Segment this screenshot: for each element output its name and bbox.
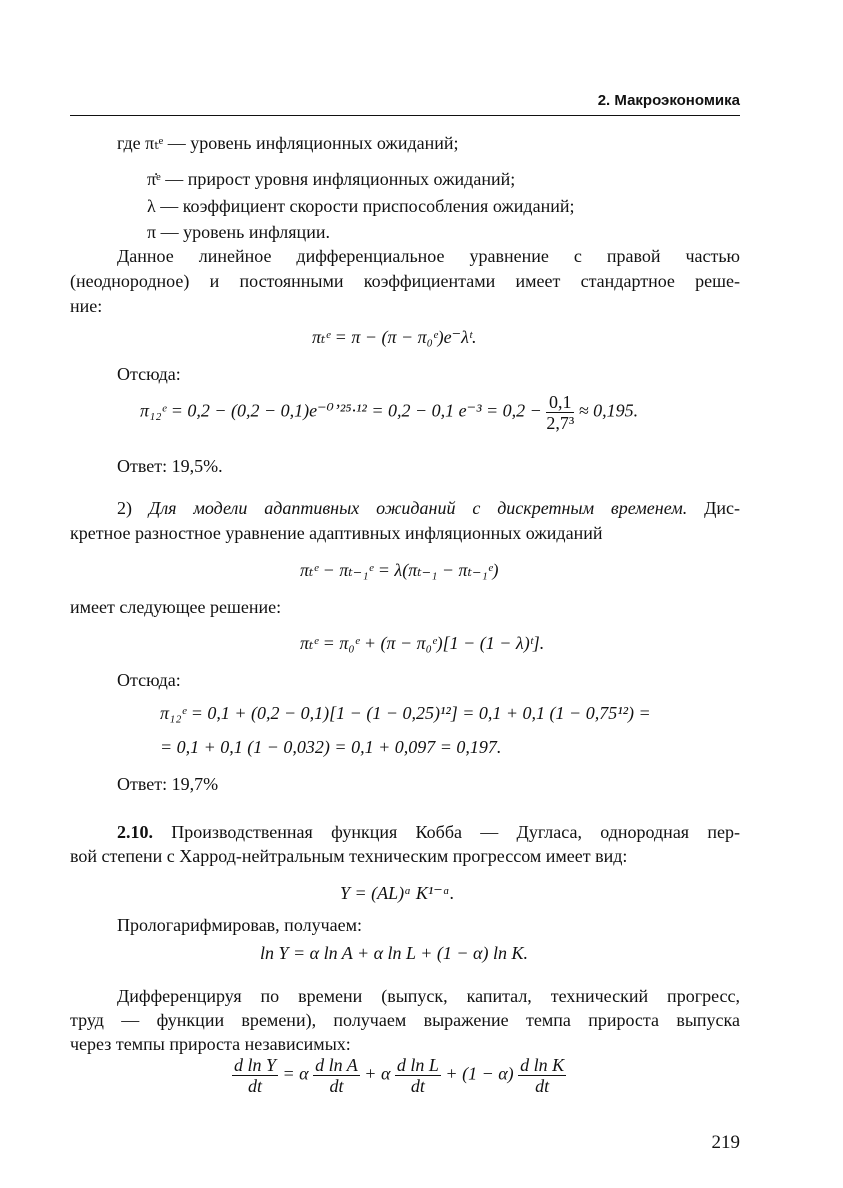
text-fragment: Дис- [704,498,741,518]
fraction [313,1055,360,1096]
formula-discrete-result-line1: π₁₂ᵉ = 0,1 + (0,2 − 0,1)[1 − (1 − 0,25)¹²] = 0,1 + 0,1 (1 − 0,75¹²) = [160,703,651,723]
otsyuda-label: Отсюда: [117,670,181,690]
answer-1: Ответ: 19,5%. [117,456,223,476]
paragraph-line: вой степени с Харрод-нейтральным техническим прогрессом имеет вид: [70,846,628,866]
paragraph-line [117,497,740,519]
emphasis-text: Для модели адаптивных ожиданий с дискретным временем. [148,498,688,518]
formula-growth-rates [232,1055,566,1096]
page-number: 219 [711,1132,740,1153]
formula-log-form: ln Y = α ln A + α ln L + (1 − α) ln K. [260,943,528,963]
formula-difference-equation: πₜᵉ − πₜ₋₁ᵉ = λ(πₜ₋₁ − πₜ₋₁ᵉ) [300,560,499,580]
definition-lambda: λ — коэффициент скорости приспособления ожиданий; [147,196,575,216]
fraction-denominator: dt [535,1076,550,1096]
operator: + α [364,1063,391,1084]
log-intro: Прологарифмировав, получаем: [117,915,362,935]
fraction-numerator: d ln K [520,1055,565,1075]
formula-discrete-result-line2: = 0,1 + 0,1 (1 − 0,032) = 0,1 + 0,097 = 0,197. [160,737,502,757]
running-header: 2. Макроэкономика [597,92,740,109]
text-fragment: Производственная функция Кобба — Дугласа, однородная пер- [171,822,740,842]
fraction [232,1055,278,1096]
fraction [395,1055,441,1096]
paragraph-line: кретное разностное уравнение адаптивных инфляционных ожиданий [70,523,603,543]
operator: + (1 − α) [445,1063,514,1084]
fraction [546,392,574,433]
fraction-denominator: dt [410,1076,425,1096]
fraction-numerator: d ln A [315,1055,358,1075]
definition-pi-dot-e: π̇ᵉ — прирост уровня инфляционных ожиданий; [147,169,516,189]
fraction-numerator: d ln Y [234,1055,277,1075]
paragraph-line: ние: [70,296,103,316]
header-rule [70,115,740,116]
answer-2: Ответ: 19,7% [117,774,219,794]
fraction [518,1055,566,1096]
paragraph-line: (неоднородное) и постоянными коэффициентами имеет стандартное реше- [70,271,740,291]
formula-cobb-douglas: Y = (AL)ᵅ K¹⁻ᵅ. [340,883,455,903]
formula-part: π₁₂ᵉ = 0,2 − (0,2 − 0,1)e⁻⁰ʼ²⁵·¹² = 0,2 − 0,1 e⁻³ = 0,2 − [140,400,542,421]
paragraph-line: Дифференцируя по времени (выпуск, капитал, технический прогресс, [117,986,740,1006]
definition-pi-t-e: где πₜᵉ — уровень инфляционных ожиданий; [117,133,459,153]
solution-intro: имеет следующее решение: [70,597,282,617]
paragraph-line: труд — функции времени), получаем выражение темпа прироста выпуска [70,1010,740,1030]
formula-continuous-result [140,392,638,433]
task-number: 2.10. [117,822,153,842]
fraction-denominator: dt [329,1076,344,1096]
fraction-numerator: d ln L [396,1055,439,1075]
operator: = α [282,1063,309,1084]
definition-pi: π — уровень инфляции. [147,222,330,242]
paragraph-line: Данное линейное дифференциальное уравнение с правой частью [117,246,740,266]
formula-discrete-solution: πₜᵉ = π₀ᵉ + (π − π₀ᵉ)[1 − (1 − λ)ᵗ]. [300,633,545,653]
fraction-denominator: 2,7³ [546,413,575,433]
paragraph-line: через темпы прироста независимых: [70,1034,351,1054]
formula-part: ≈ 0,195. [578,400,639,421]
task-heading [117,821,740,843]
otsyuda-label: Отсюда: [117,364,181,384]
formula-continuous-solution: πₜᵉ = π − (π − π₀ᵉ)e⁻λᵗ. [312,327,477,347]
fraction-numerator: 0,1 [546,392,574,413]
item-number: 2) [117,498,132,518]
fraction-denominator: dt [248,1076,263,1096]
